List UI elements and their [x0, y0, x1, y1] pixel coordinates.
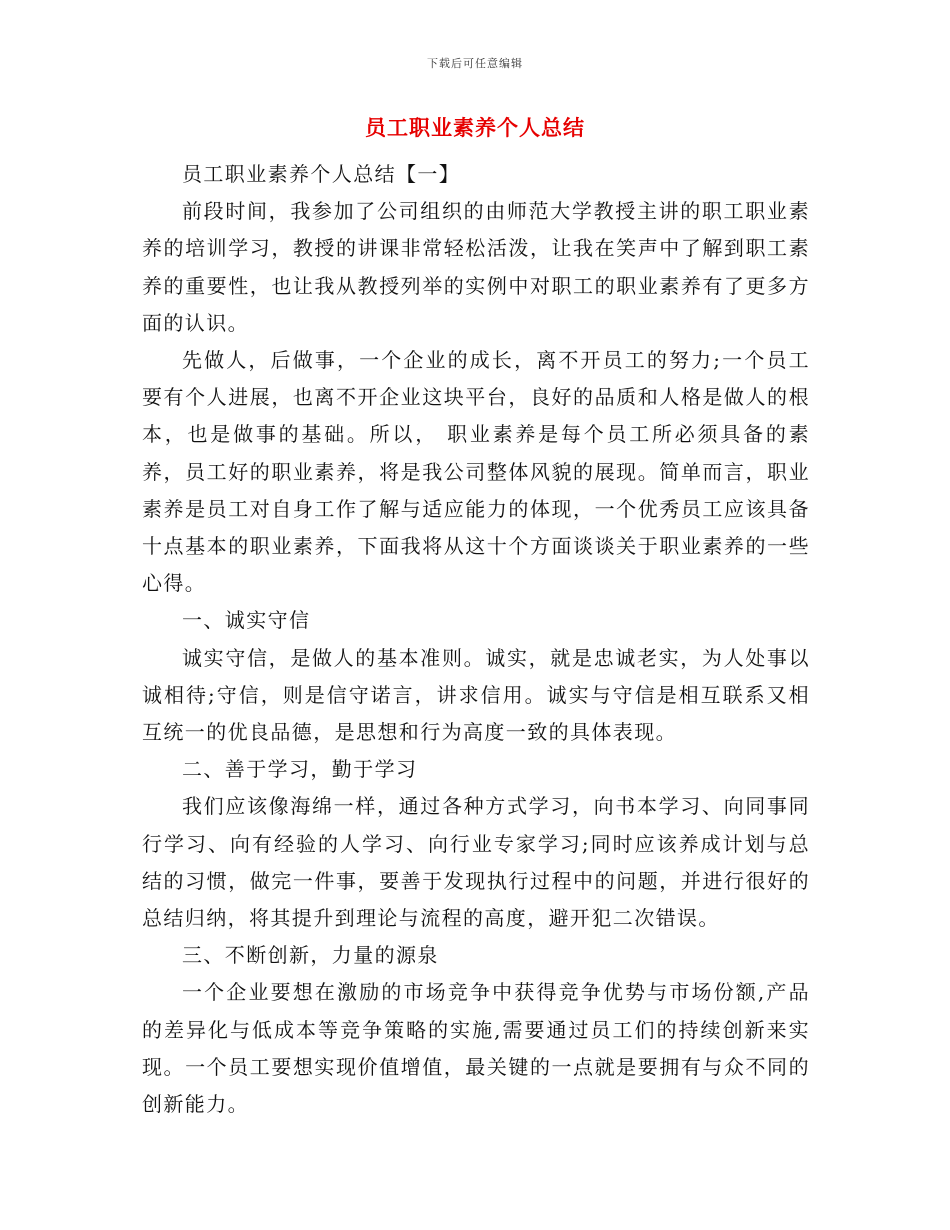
- paragraph: 诚实守信，是做人的基本准则。诚实，就是忠诚老实，为人处事以诚相待;守信，则是信守诺言，讲求信用。诚实与守信是相互联系又相互统一的优良品德，是思想和行为高度一致的具体表现。: [142, 645, 810, 745]
- document-body: [142, 156, 810, 1123]
- header-note: 下载后可任意编辑: [427, 57, 523, 70]
- section-heading: 员工职业素养个人总结【一】: [182, 162, 461, 186]
- document-title: 员工职业素养个人总结: [365, 116, 585, 140]
- paragraph: 先做人，后做事，一个企业的成长，离不开员工的努力;一个员工要有个人进展，也离不开企业这块平台，良好的品质和人格是做人的根本，也是做事的基础。所以， 职业素养是每个员工所必须具备的素养，员工好的职业素养，将是我公司整体风貌的展现。简单而言，职业素养是员工对自身工作了解与适应能力的体现，一个优秀员工应该具备十点基本的职业素养，下面我将从这十个方面谈谈关于职业素养的一些心得。: [142, 348, 810, 596]
- section-heading: 一、诚实守信: [182, 608, 311, 633]
- section-heading: 三、不断创新，力量的源泉: [182, 943, 439, 968]
- paragraph: 我们应该像海绵一样，通过各种方式学习，向书本学习、向同事同行学习、向有经验的人学习、向行业专家学习;同时应该养成计划与总结的习惯，做完一件事，要善于发现执行过程中的问题，并进行很好的总结归纳，将其提升到理论与流程的高度，避开犯二次错误。: [142, 794, 810, 931]
- section-heading: 二、善于学习，勤于学习: [182, 757, 418, 782]
- paragraph: 一个企业要想在激励的市场竞争中获得竞争优势与市场份额,产品的差异化与低成本等竞争策略的实施,需要通过员工们的持续创新来实现。一个员工要想实现价值增值，最关键的一点就是要拥有与众不同的创新能力。: [142, 980, 810, 1117]
- paragraph: 前段时间，我参加了公司组织的由师范大学教授主讲的职工职业素养的培训学习，教授的讲课非常轻松活泼，让我在笑声中了解到职工素养的重要性，也让我从教授列举的实例中对职工的职业素养有了更多方面的认识。: [142, 199, 810, 335]
